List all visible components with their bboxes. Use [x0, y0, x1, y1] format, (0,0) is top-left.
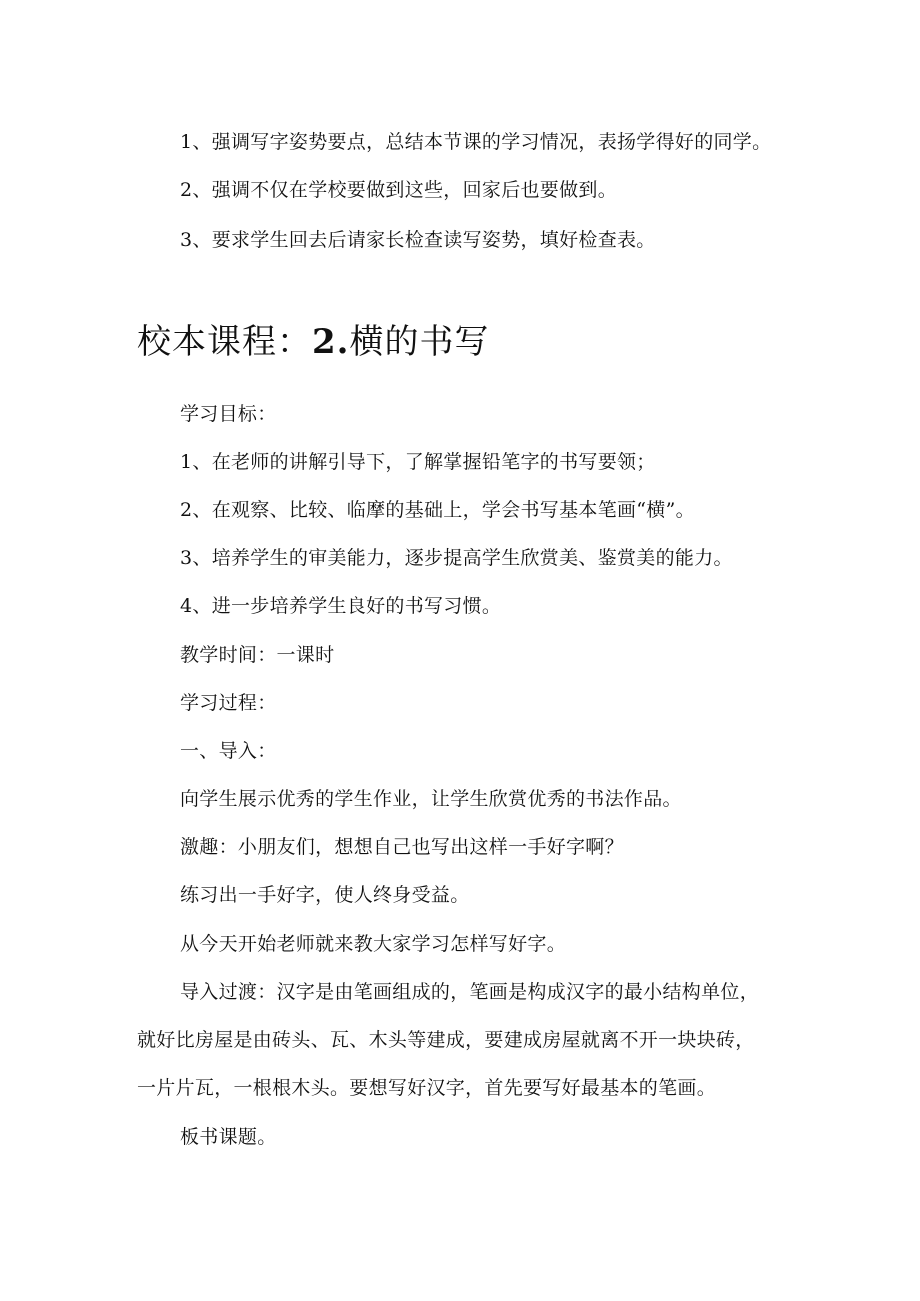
summary-item-2: 2、强调不仅在学校要做到这些，回家后也要做到。 — [180, 179, 617, 201]
process-heading: 学习过程： — [180, 692, 277, 714]
lesson-title — [137, 320, 490, 364]
intro-line-2: 激趣：小朋友们，想想自己也写出这样一手好字啊？ — [180, 836, 624, 858]
transition-line-1: 导入过渡：汉字是由笔画组成的，笔画是构成汉字的最小结构单位， — [180, 981, 760, 1003]
transition-line-2: 就好比房屋是由砖头、瓦、木头等建成，要建成房屋就离不开一块块砖， — [137, 1029, 755, 1051]
lesson-title-prefix: 校本课程： — [137, 322, 312, 362]
objectives-heading: 学习目标： — [180, 403, 277, 425]
objective-4: 4、进一步培养学生良好的书写习惯。 — [180, 595, 502, 617]
transition-line-3: 一片片瓦，一根根木头。要想写好汉字，首先要写好最基本的笔画。 — [137, 1077, 717, 1099]
summary-item-1: 1、强调写字姿势要点，总结本节课的学习情况，表扬学得好的同学。 — [180, 131, 772, 153]
lesson-title-number: 2. — [312, 322, 350, 362]
objective-2: 2、在观察、比较、临摩的基础上，学会书写基本笔画“横”。 — [180, 499, 695, 521]
intro-line-1: 向学生展示优秀的学生作业，让学生欣赏优秀的书法作品。 — [180, 788, 682, 810]
intro-heading: 一、导入： — [180, 740, 277, 762]
lesson-title-suffix: 横的书写 — [349, 322, 490, 362]
board-title-note: 板书课题。 — [180, 1126, 277, 1148]
intro-line-3: 练习出一手好字，使人终身受益。 — [180, 884, 470, 906]
intro-line-4: 从今天开始老师就来教大家学习怎样写好字。 — [180, 933, 567, 955]
teaching-time: 教学时间：一课时 — [180, 644, 335, 666]
objective-1: 1、在老师的讲解引导下，了解掌握铅笔字的书写要领； — [180, 451, 656, 473]
summary-item-3: 3、要求学生回去后请家长检查读写姿势，填好检查表。 — [180, 229, 656, 251]
objective-3: 3、培养学生的审美能力，逐步提高学生欣赏美、鉴赏美的能力。 — [180, 547, 733, 569]
